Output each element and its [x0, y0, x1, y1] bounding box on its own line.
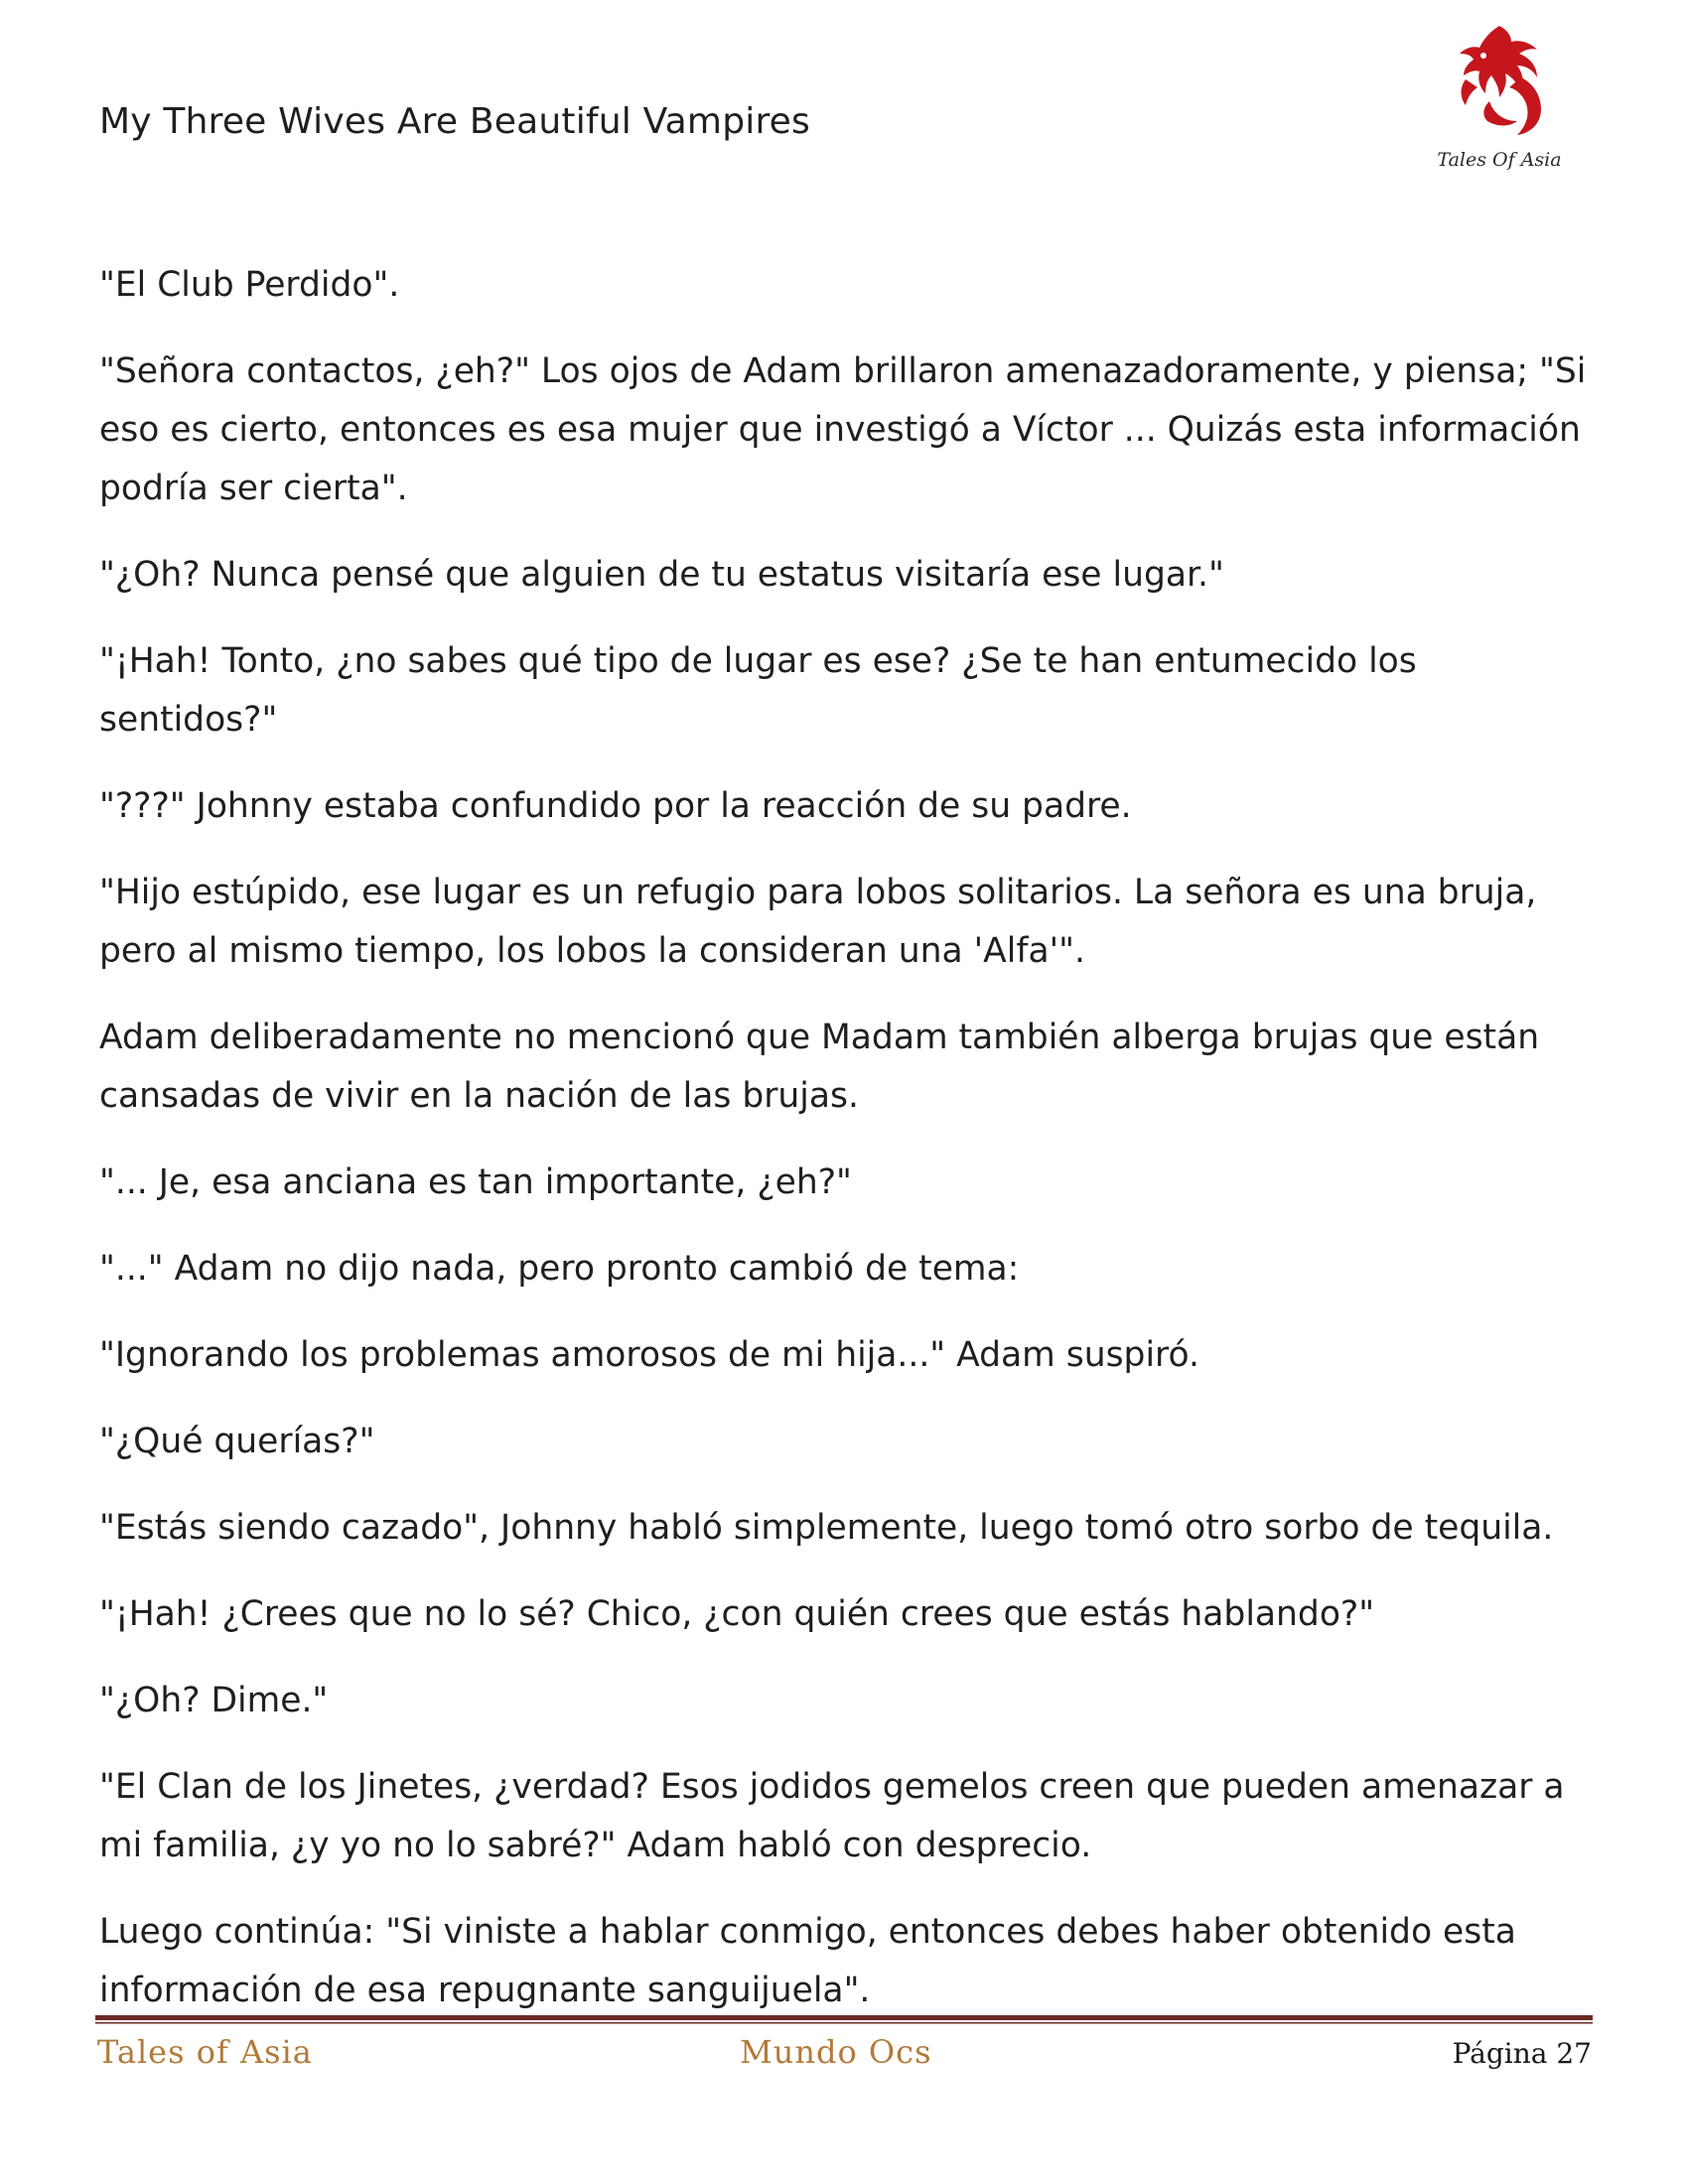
logo-caption: Tales Of Asia [1437, 149, 1562, 171]
paragraph: Luego continúa: "Si viniste a hablar conmigo, entonces debes haber obtenido esta información de esa repugnante sanguijuela". [99, 1912, 1516, 2010]
footer-divider [95, 2015, 1593, 2025]
paragraph: "El Club Perdido". [99, 265, 400, 305]
paragraph: "Estás siendo cazado", Johnny habló simplemente, luego tomó otro sorbo de tequila. [99, 1508, 1554, 1548]
page-body [99, 256, 1589, 2048]
paragraph: "El Clan de los Jinetes, ¿verdad? Esos jodidos gemelos creen que pueden amenazar a mi familia, ¿y yo no lo sabré?" Adam habló con desprecio. [99, 1767, 1565, 1865]
paragraph: "¿Oh? Dime." [99, 1681, 329, 1720]
paragraph: "Ignorando los problemas amorosos de mi hija..." Adam suspiró. [99, 1335, 1199, 1375]
paragraph: "... Je, esa anciana es tan importante, ¿eh?" [99, 1162, 852, 1202]
paragraph: Adam deliberadamente no mencionó que Madam también alberga brujas que están cansadas de vivir en la nación de las brujas. [99, 1018, 1540, 1116]
paragraph: "???" Johnny estaba confundido por la reacción de su padre. [99, 786, 1132, 826]
paragraph: "..." Adam no dijo nada, pero pronto cambió de tema: [99, 1249, 1020, 1289]
footer-brand: Tales of Asia [97, 2033, 313, 2071]
paragraph: "¡Hah! ¿Crees que no lo sé? Chico, ¿con quién crees que estás hablando?" [99, 1594, 1375, 1634]
dragon-logo-icon [1430, 18, 1569, 147]
paragraph: "Hijo estúpido, ese lugar es un refugio para lobos solitarios. La señora es una bruja, pero al mismo tiempo, los lobos la consideran una 'Alfa'". [99, 873, 1537, 971]
tales-of-asia-logo [1430, 18, 1569, 182]
paragraph: "¡Hah! Tonto, ¿no sabes qué tipo de lugar es ese? ¿Se te han entumecido los sentidos?" [99, 641, 1417, 740]
footer-site: Mundo Ocs [740, 2033, 932, 2071]
book-title: My Three Wives Are Beautiful Vampires [99, 101, 810, 142]
paragraph: "Señora contactos, ¿eh?" Los ojos de Adam brillaron amenazadoramente, y piensa; "Si eso es cierto, entonces es esa mujer que investigó a Víctor ... Quizás esta información podría ser cierta". [99, 351, 1587, 508]
paragraph: "¿Qué querías?" [99, 1422, 375, 1461]
page-number: Página 27 [1452, 2037, 1592, 2070]
paragraph: "¿Oh? Nunca pensé que alguien de tu estatus visitaría ese lugar." [99, 555, 1224, 595]
